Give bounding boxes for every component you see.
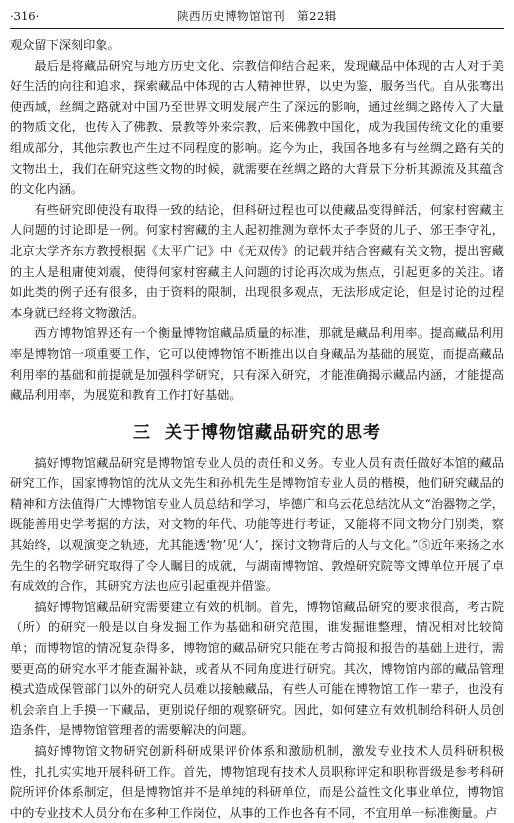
page-body bbox=[10, 35, 504, 823]
page-header bbox=[10, 6, 504, 26]
paragraph: 有些研究即使没有取得一致的结论，但科研过程也可以使藏品变得鲜活，何家村窖藏主人问题的讨论即是一例。何家村窖藏的主人起初推测为章怀太子李贤的儿子、邠王李守礼，北京大学齐东方教授根据《太平广记》中《无双传》的记载并结合窖藏有关文物，提出窖藏的主人是租庸使刘震，使得何家村窖藏主人问题的讨论再次成为焦点，引起更多的关注。诸如此类的例子还有很多，由于资料的限制，出现很多观点，无法形成定论，但是讨论的过程本身就已经将文物激活。 bbox=[10, 202, 504, 320]
section-number: 三 bbox=[133, 422, 151, 443]
paragraph: 西方博物馆界还有一个衡量博物馆藏品质量的标准，那就是藏品利用率。提高藏品利用率是博物馆一项重要工作，它可以使博物馆不断推出以自身藏品为基础的展览，而提高藏品利用率的基础和前提就是加强科学研究，只有深入研究，才能准确揭示藏品内涵，才能提高藏品利用率，为展览和教育工作打好基础。 bbox=[10, 326, 504, 403]
paragraph: 搞好博物馆藏品研究需要建立有效的机制。首先，博物馆藏品研究的要求很高，考古院（所）的研究一般是以自身发掘工作为基础和研究范围，谁发掘谁整理，情况相对比较简单；而博物馆的情况复杂得多，博物馆的藏品研究只能在考古简报和报告的基础上进行，需要更高的研究水平才能查漏补缺，或者从不同角度进行研究。其次，博物馆内部的藏品管理模式造成保管部门以外的研究人员难以接触藏品，有些人可能在博物馆工作一辈子，也没有机会亲自上手摸一下藏品，更别说仔细的观察研究。因此，如何建立有效机制给科研人员创造条件，是博物馆管理者的需要解决的问题。 bbox=[10, 599, 504, 738]
journal-title: 陕西历史博物馆馆刊 第22辑 bbox=[177, 9, 337, 23]
page-number: ·316· bbox=[10, 9, 40, 23]
header-rule bbox=[10, 28, 504, 29]
paragraph: 搞好博物馆藏品研究是博物馆专业人员的责任和义务。专业人员有责任做好本馆的藏品研究工作，国家博物馆的沈从文先生和孙机先生是博物馆专业人员的楷模，他们研究藏品的精神和方法值得广大博物馆专业人员总结和学习，毕德广和乌云花总结沈从文“治器物之学，既能善用史学考据的方法，对文物的年代、功能等进行考证，又能将不同文物分门别类，察其始终，以观演变之轨迹，尤其能透‘物’见‘人’，探讨文物背后的人与文化。”⑤近年来扬之水先生的名物学研究取得了令人瞩目的成就，与湖南博物馆、敦煌研究院等文博单位开展了卓有成效的合作，其研究方法也应引起重视并借鉴。 bbox=[10, 455, 504, 594]
paragraph: 最后是将藏品研究与地方历史文化、宗教信仰结合起来，发现藏品中体现的古人对于美好生活的向往和追求，探索藏品中体现的古人精神世界，以史为鉴，服务当代。自从张骞出使西域，丝绸之路就对中国乃至世界文明发展产生了深远的影响，通过丝绸之路传入了大量的物质文化，也传入了佛教、景教等外来宗教，后来佛教中国化，成为我国传统文化的重要组成部分，其他宗教也产生过不同程度的影响。迄今为止，我国各地多有与丝绸之路有关的文物出土，我们在研究这些文物的时候，就需要在丝绸之路的大背景下分析其源流及其蕴含的文化内涵。 bbox=[10, 58, 504, 197]
paragraph: 搞好博物馆文物研究创新科研成果评价体系和激励机制，激发专业技术人员科研积极性，扎扎实实地开展科研工作。首先，博物馆现有技术人员职称评定和职称晋级是参考科研院所评价体系制定，但是博物馆并不是单纯的科研单位，而是公益性文化事业单位，博物馆中的专业技术人员分布在多种工作岗位，从事的工作也各有不同，不宜用单一标准衡量。卢 bbox=[10, 744, 504, 820]
paragraph: 观众留下深刻印象。 bbox=[10, 38, 120, 52]
section-title: 关于博物馆藏品研究的思考 bbox=[165, 422, 381, 443]
section-heading bbox=[10, 418, 504, 443]
